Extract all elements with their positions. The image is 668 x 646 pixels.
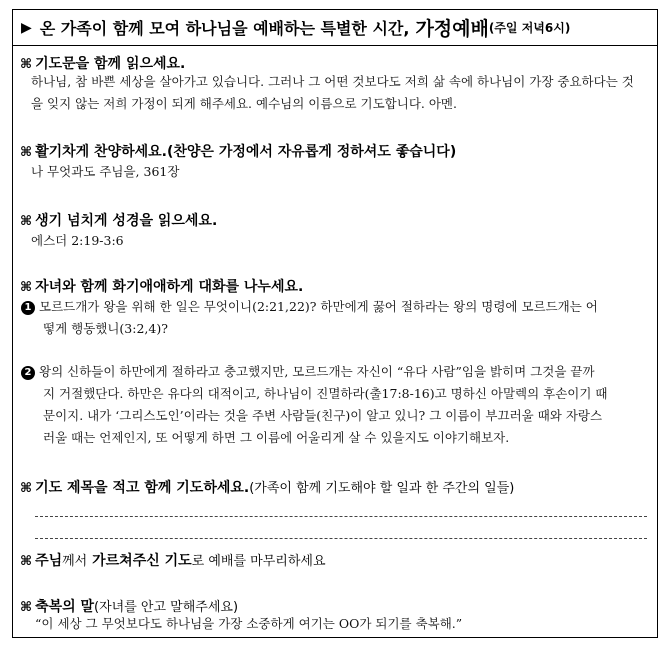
section-prayer-open-text: 하나님, 참 바쁜 세상을 살아가고 있습니다. 그러나 그 어떤 것보다도 저희 삶 속에 하나님이 가장 중요하다는 것을 잊지 않는 저희 가정이 되게 해주세요. 예수님의 이름으로 기도합니다. 아멘. bbox=[31, 74, 634, 111]
section-praise-title: ⌘ 활기차게 찬양하세요.(찬양은 가정에서 자유롭게 정하셔도 좋습니다) bbox=[20, 144, 457, 160]
writing-line[interactable] bbox=[35, 538, 647, 539]
triangle-right-icon: ▶ bbox=[21, 19, 32, 36]
section-lords-prayer-title: ⌘ 주님께서 가르쳐주신 기도로 예배를 마무리하세요 bbox=[20, 553, 326, 569]
header-box bbox=[12, 9, 658, 46]
command-icon: ⌘ bbox=[20, 600, 33, 615]
section-blessing-title: ⌘ 축복의 말(자녀를 안고 말해주세요) bbox=[20, 599, 239, 615]
section-prayer-topics-title: ⌘ 기도 제목을 적고 함께 기도하세요.(가족이 함께 기도해야 할 일과 한 주간의 일들) bbox=[20, 480, 515, 496]
command-icon: ⌘ bbox=[20, 145, 33, 160]
writing-line[interactable] bbox=[35, 516, 647, 517]
command-icon: ⌘ bbox=[20, 57, 33, 72]
header-title: 온 가족이 함께 모여 하나님을 예배하는 특별한 시간, bbox=[39, 19, 410, 38]
header-note: (주일 저녁6시) bbox=[488, 21, 571, 35]
section-scripture-title: ⌘ 생기 넘치게 성경을 읽으세요. bbox=[20, 213, 218, 229]
command-icon: ⌘ bbox=[20, 280, 33, 295]
content-box bbox=[12, 45, 658, 638]
number-badge-icon: 2 bbox=[21, 366, 35, 380]
command-icon: ⌘ bbox=[20, 554, 33, 569]
command-icon: ⌘ bbox=[20, 214, 33, 229]
section-prayer-open-title: ⌘ 기도문을 함께 읽으세요. bbox=[20, 56, 186, 72]
section-talk-title: ⌘ 자녀와 함께 화기애애하게 대화를 나누세요. bbox=[20, 279, 304, 295]
talk-question-1: 1 모르드개가 왕을 위해 한 일은 무엇이니(2:21,22)? 하만에게 꿇어 절하라는 왕의 명령에 모르드개는 어 떻게 행동했니(3:2,4)? bbox=[21, 296, 647, 340]
number-badge-icon: 1 bbox=[21, 301, 35, 315]
section-blessing-text: “이 세상 그 무엇보다도 하나님을 가장 소중하게 여기는 OO가 되기를 축복해.” bbox=[35, 616, 463, 631]
command-icon: ⌘ bbox=[20, 481, 33, 496]
talk-question-2: 2 왕의 신하들이 하만에게 절하라고 충고했지만, 모르드개는 자신이 “유다 사람”임을 밝히며 그것을 끝까 지 거절했단다. 하만은 유다의 대적이고, 하나님이 진멸하라(출17:8-16)고 명하신 아말렉의 후손이기 때 문이지. 내가 ‘그리스도인’이라는 것을 주변 사람들(친구)이 알고 있니? 그 이름이 부끄러울 때와 자랑스 러울 때는 언제인지, 또 어떻게 하면 그 이름에 어울리게 살 수 있을지도 이야기해보자. bbox=[21, 361, 647, 449]
header-emphasis: 가정예배 bbox=[415, 18, 489, 40]
section-praise-text: 나 무엇과도 주님을, 361장 bbox=[31, 164, 180, 179]
section-scripture-text: 에스더 2:19-3:6 bbox=[31, 233, 124, 248]
